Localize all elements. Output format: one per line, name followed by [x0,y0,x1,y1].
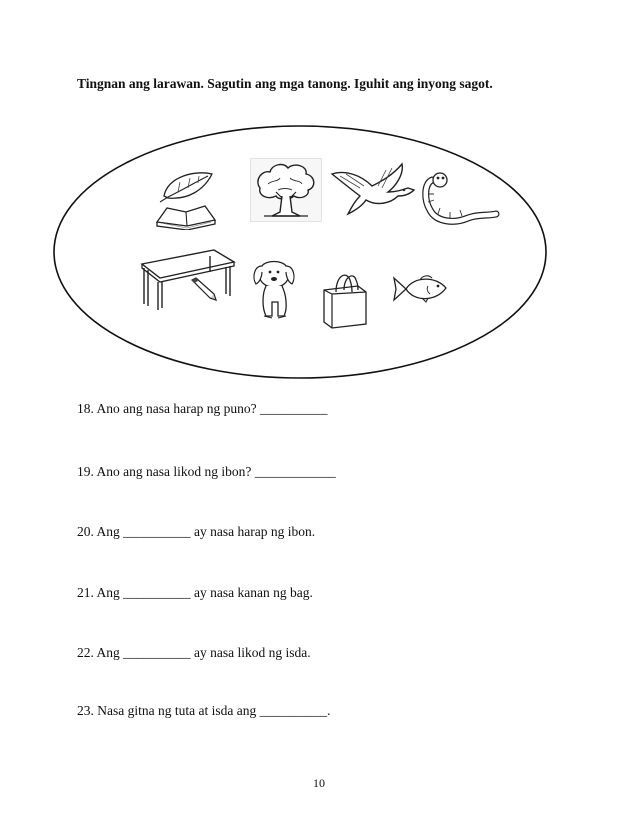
bag-icon [318,266,378,330]
leaf-icon [158,168,216,204]
tree-icon [250,158,322,222]
question-18: 18. Ano ang nasa harap ng puno? __________ [77,401,328,416]
bird-icon [330,160,422,218]
question-22: 22. Ang __________ ay nasa likod ng isda. [77,645,311,660]
instructions-heading: Tingnan ang larawan. Sagutin ang mga tanong. Iguhit ang inyong sagot. [77,76,493,91]
puppy-icon [248,258,300,324]
page-number: 10 [313,776,325,790]
question-19: 19. Ano ang nasa likod ng ibon? ____________ [77,464,336,479]
pencil-icon [188,276,218,302]
picture-oval [50,120,555,382]
worm-icon [418,170,502,228]
fish-icon [392,272,450,306]
book-icon [153,200,219,230]
question-23: 23. Nasa gitna ng tuta at isda ang __________. [77,703,331,718]
question-21: 21. Ang __________ ay nasa kanan ng bag. [77,585,313,600]
question-20: 20. Ang __________ ay nasa harap ng ibon. [77,524,316,539]
